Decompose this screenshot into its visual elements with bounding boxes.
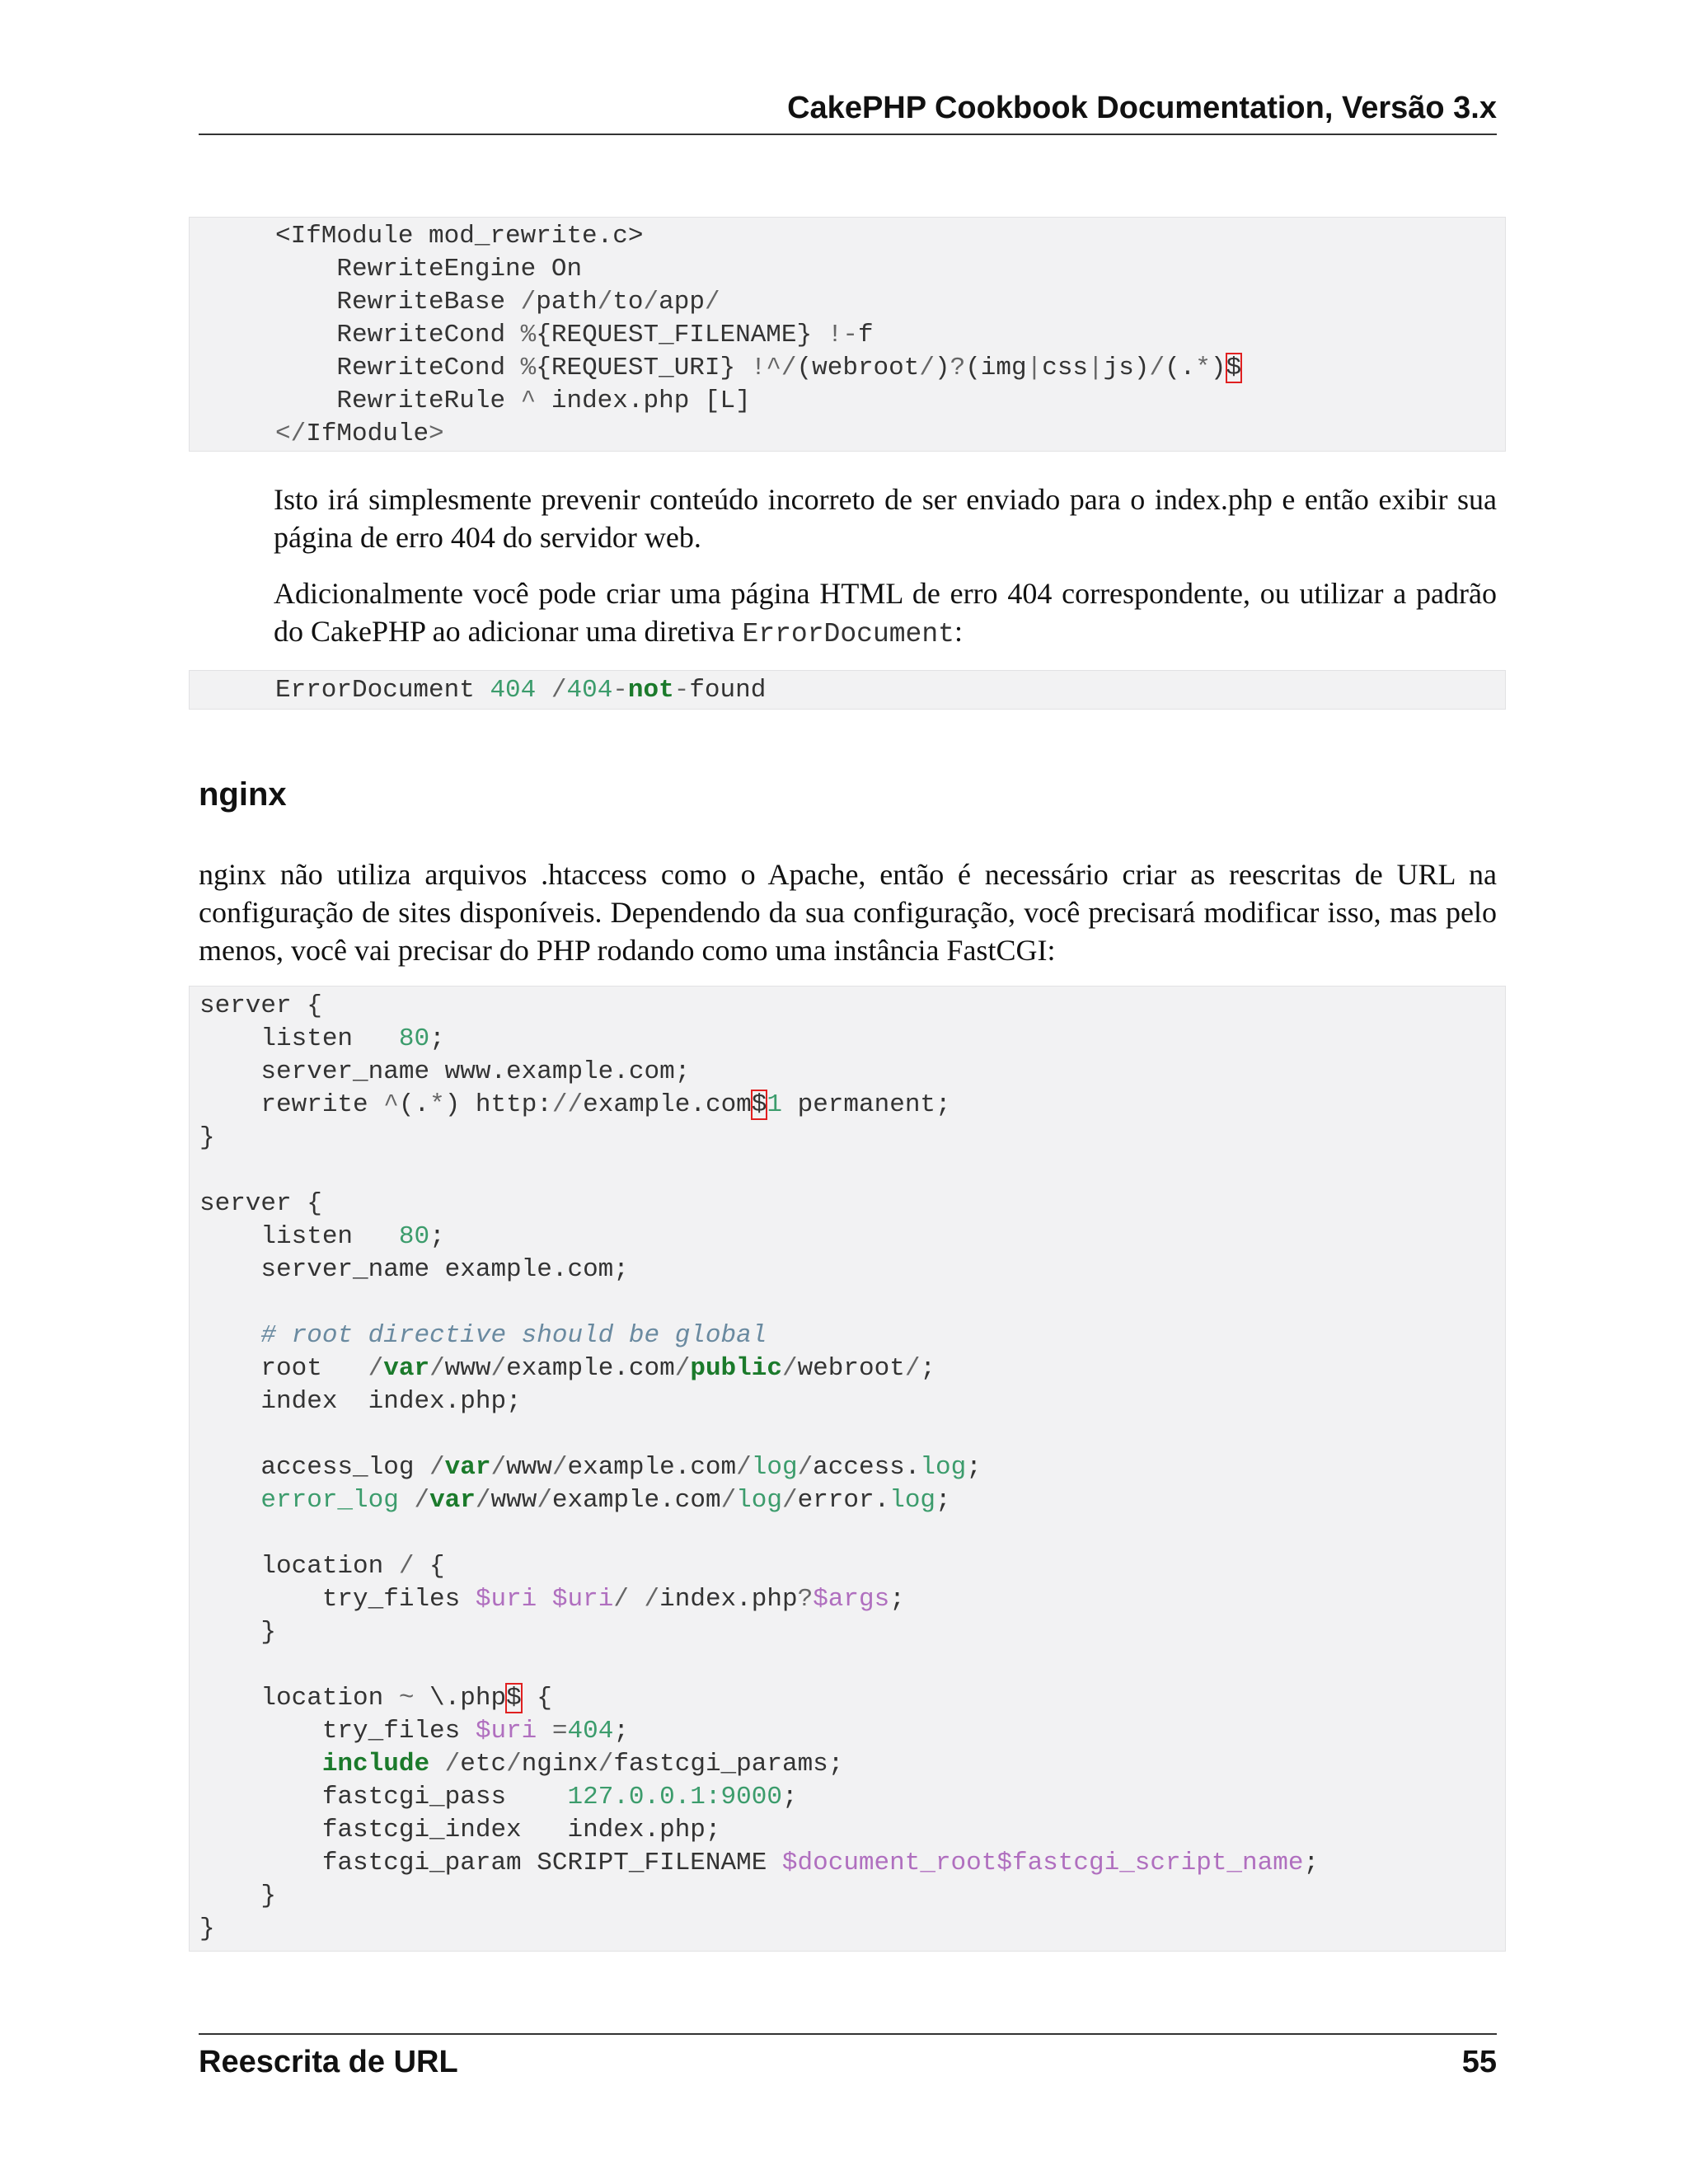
page-footer	[199, 2033, 1497, 2079]
paragraph-errordocument: Adicionalmente você pode criar uma página HTML de erro 404 correspondente, ou utilizar a padrão do CakePHP ao adicionar uma diretiva ErrorDocument:	[274, 577, 1497, 649]
syntax-error-marker: $	[506, 1684, 522, 1713]
syntax-error-marker: $	[751, 1090, 767, 1119]
section-heading-nginx: nginx	[199, 776, 287, 813]
syntax-error-marker: $	[1226, 354, 1242, 382]
code-block-errordocument: ErrorDocument 404 /404-not-found	[189, 670, 1506, 710]
page-header	[199, 91, 1497, 135]
footer-section-title: Reescrita de URL	[199, 2045, 458, 2079]
page-number: 55	[1461, 2045, 1497, 2079]
code-comment: # root directive should be global	[199, 1321, 767, 1350]
inline-code-errordocument: ErrorDocument	[742, 619, 954, 649]
code-block-nginx: server { listen 80; server_name www.example.com; rewrite ^(.*) http://example.com$1 permanent; } server { listen 80; server_name example.com; # root directive should be global root /var/www/example.com/public/webroot/; index index.php; access_log /var/www/example.com/log/access.log; error_log /var/www/example.com/log/error.log; location / { try_files $uri $uri/ /index.php?$args; } location ~ \.php$ { try_files $uri =404; include /etc/nginx/fastcgi_params; fastcgi_pass 127.0.0.1:9000; fastcgi_index index.php; fastcgi_param SCRIPT_FILENAME $document_root$fastcgi_script_name; } }	[189, 986, 1506, 1952]
header-title: CakePHP Cookbook Documentation, Versão 3.x	[787, 91, 1497, 125]
code-block-apache: <IfModule mod_rewrite.c> RewriteEngine On RewriteBase /path/to/app/ RewriteCond %{REQUEST_FILENAME} !-f RewriteCond %{REQUEST_URI} !^/(webroot/)?(img|css|js)/(.*)$ RewriteRule ^ index.php [L] </IfModule>	[189, 217, 1506, 452]
paragraph-404-explanation: Isto irá simplesmente prevenir conteúdo incorreto de ser enviado para o index.php e então exibir sua página de erro 404 do servidor web.	[274, 483, 1497, 554]
paragraph-nginx-intro: nginx não utiliza arquivos .htaccess como o Apache, então é necessário criar as reescritas de URL na configuração de sites disponíveis. Dependendo da sua configuração, você precisará modificar isso, mas pelo menos, você vai precisar do PHP rodando como uma instância FastCGI:	[199, 858, 1497, 967]
